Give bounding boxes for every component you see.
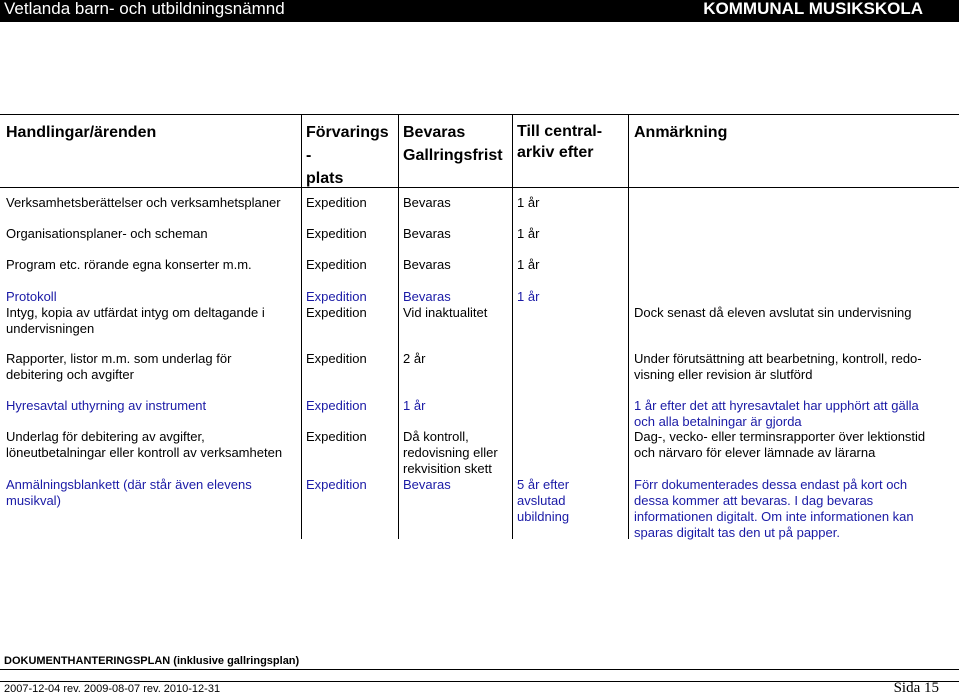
table-cell-note: 1 år efter det att hyresavtalet har upphört att gälla — [634, 398, 919, 413]
table-cell-item: Organisationsplaner- och scheman — [6, 226, 208, 241]
column-divider-3 — [512, 114, 513, 539]
table-cell-note: Förr dokumenterades dessa endast på kort och — [634, 477, 908, 492]
table-cell-bevaras: Bevaras — [403, 477, 451, 492]
footer-rule-top — [0, 669, 959, 670]
table-cell-till: avslutad — [517, 493, 566, 508]
table-cell-note: sparas digitalt tas den ut på papper. — [634, 525, 840, 540]
page-header-bar — [0, 0, 959, 22]
table-cell-till: 1 år — [517, 257, 540, 272]
column-header-handlingar: Handlingar/ärenden — [6, 124, 157, 141]
table-cell-bevaras: Bevaras — [403, 289, 451, 304]
table-cell-till: 1 år — [517, 289, 540, 304]
table-cell-bevaras: Bevaras — [403, 257, 451, 272]
table-cell-plats: Expedition — [306, 226, 367, 241]
column-divider-2 — [398, 114, 399, 539]
table-cell-note: Dag-, vecko- eller terminsrapporter över lektionstid — [634, 429, 926, 444]
table-cell-note: Under förutsättning att bearbetning, kontroll, redo- — [634, 351, 922, 366]
table-cell-bevaras: Då kontroll, — [403, 429, 469, 444]
table-cell-bevaras: redovisning eller — [403, 445, 498, 460]
department-name: KOMMUNAL MUSIKSKOLA — [703, 0, 923, 18]
table-cell-item: Intyg, kopia av utfärdat intyg om deltagande i — [6, 305, 265, 320]
table-cell-plats: Expedition — [306, 477, 367, 492]
table-cell-note: visning eller revision är slutförd — [634, 367, 813, 382]
table-cell-plats: Expedition — [306, 429, 367, 444]
table-cell-item: Verksamhetsberättelser och verksamhetsplaner — [6, 195, 281, 210]
table-cell-plats: Expedition — [306, 257, 367, 272]
table-cell-plats: Expedition — [306, 305, 367, 320]
column-header-gallringsfrist: Gallringsfrist — [403, 147, 503, 164]
page-number: Sida 15 — [893, 680, 939, 696]
table-cell-plats: Expedition — [306, 398, 367, 413]
table-cell-plats: Expedition — [306, 351, 367, 366]
table-cell-item: Protokoll — [6, 289, 57, 304]
table-header-rule — [0, 187, 959, 188]
column-header-anmarkning: Anmärkning — [634, 124, 728, 141]
table-cell-item: Anmälningsblankett (där står även elevens — [6, 477, 252, 492]
table-cell-item: debitering och avgifter — [6, 367, 134, 382]
table-top-rule — [0, 114, 959, 115]
footer-rule-bottom — [0, 681, 959, 682]
table-cell-item: Program etc. rörande egna konserter m.m. — [6, 257, 252, 272]
table-cell-item: undervisningen — [6, 321, 95, 336]
table-cell-item: Hyresavtal uthyrning av instrument — [6, 398, 207, 413]
column-header-till-line1: Till central- — [517, 123, 603, 140]
table-cell-bevaras: Bevaras — [403, 195, 451, 210]
table-cell-item: musikval) — [6, 493, 61, 508]
table-cell-item: Underlag för debitering av avgifter, — [6, 429, 205, 444]
table-cell-bevaras: rekvisition skett — [403, 461, 492, 476]
table-cell-plats: Expedition — [306, 289, 367, 304]
table-cell-till: 1 år — [517, 226, 540, 241]
table-cell-till: 1 år — [517, 195, 540, 210]
table-cell-bevaras: Bevaras — [403, 226, 451, 241]
column-header-forvarings: Förvarings — [306, 124, 389, 141]
table-cell-bevaras: 1 år — [403, 398, 426, 413]
column-header-plats: plats — [306, 170, 344, 187]
column-header-till-line2: arkiv efter — [517, 144, 594, 161]
document-title: DOKUMENTHANTERINGSPLAN (inklusive gallringsplan) — [4, 655, 300, 667]
column-divider-4 — [628, 114, 629, 539]
column-header-forvaringsplats — [306, 121, 389, 190]
table-cell-note: dessa kommer att bevaras. I dag bevaras — [634, 493, 874, 508]
table-cell-till: ubildning — [517, 509, 570, 524]
revision-dates: 2007-12-04 rev. 2009-08-07 rev. 2010-12-31 — [4, 683, 221, 695]
column-header-dash: - — [306, 147, 312, 164]
table-cell-note: informationen digitalt. Om inte informationen kan — [634, 509, 914, 524]
column-header-bevaras — [403, 121, 503, 167]
column-divider-1 — [301, 114, 302, 539]
table-cell-note: Dock senast då eleven avslutat sin undervisning — [634, 305, 912, 320]
table-cell-note: och närvaro för elever lämnade av lärarna — [634, 445, 876, 460]
column-header-till-centralarkiv — [517, 121, 602, 163]
table-cell-bevaras: 2 år — [403, 351, 426, 366]
column-header-bevaras-line1: Bevaras — [403, 124, 466, 141]
table-cell-bevaras: Vid inaktualitet — [403, 305, 488, 320]
organization-name: Vetlanda barn- och utbildningsnämnd — [4, 0, 285, 18]
table-cell-item: Rapporter, listor m.m. som underlag för — [6, 351, 232, 366]
table-cell-till: 5 år efter — [517, 477, 570, 492]
table-cell-item: löneutbetalningar eller kontroll av verksamheten — [6, 445, 283, 460]
table-cell-plats: Expedition — [306, 195, 367, 210]
table-cell-note: och alla betalningar är gjorda — [634, 414, 802, 429]
